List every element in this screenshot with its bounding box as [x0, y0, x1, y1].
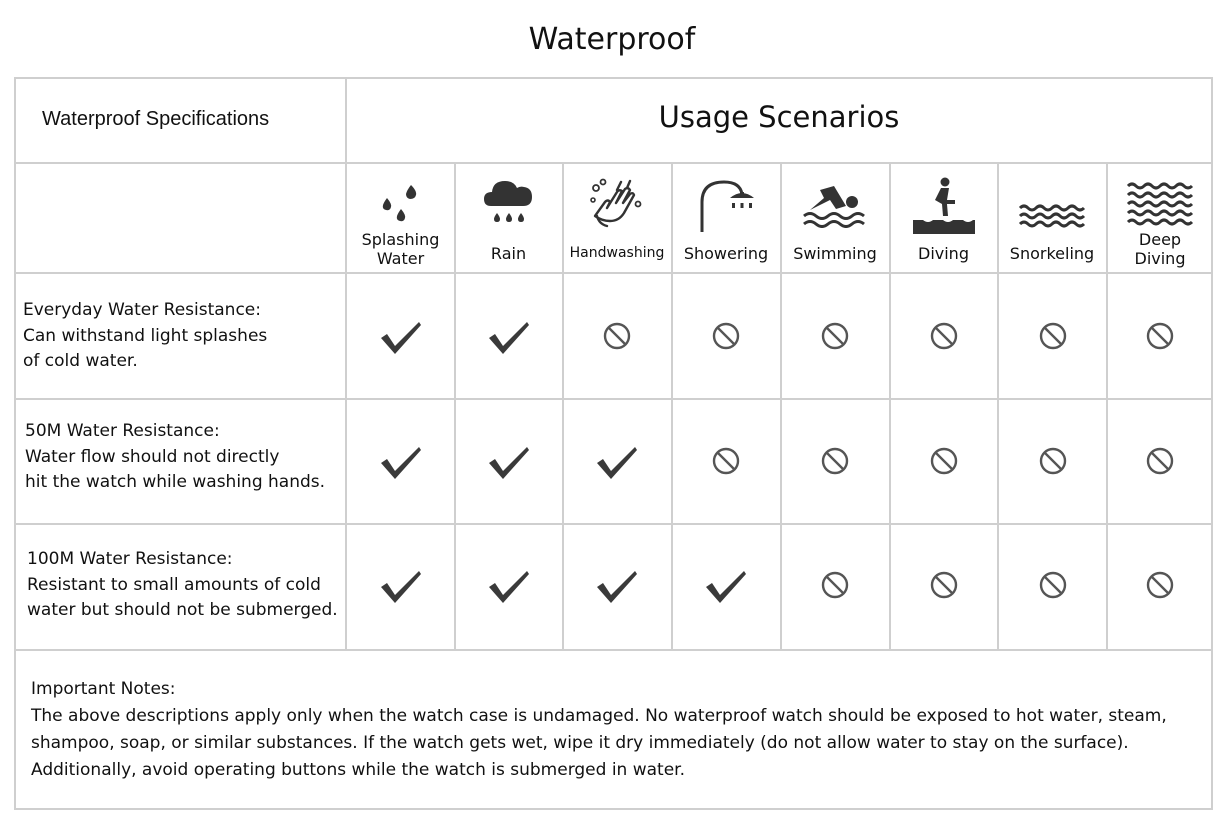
water-drops-icon — [371, 176, 431, 228]
prohibited-icon — [1029, 443, 1077, 483]
prohibited-icon — [593, 318, 641, 358]
scenario-label: Snorkeling — [1009, 244, 1095, 263]
prohibited-icon — [1136, 567, 1184, 607]
scenario-label: Deep Diving — [1134, 230, 1186, 268]
swimmer-icon — [802, 176, 868, 228]
scenario-handwashing — [563, 168, 671, 272]
divider — [14, 649, 1213, 651]
prohibited-icon — [702, 318, 750, 358]
notes-line: Additionally, avoid operating buttons while the watch is submerged in water. — [31, 760, 686, 780]
deep-waves-icon — [1126, 176, 1194, 228]
row-description-50m: 50M Water Resistance: Water flow should not directly hit the watch while washing hands. — [25, 421, 326, 492]
check-icon — [377, 567, 425, 607]
scenario-label: Splashing Water — [361, 230, 440, 268]
scenario-showering — [672, 168, 780, 272]
prohibited-icon — [1029, 318, 1077, 358]
scenario-label: Showering — [683, 244, 769, 263]
spec-header: Waterproof Specifications — [42, 108, 270, 130]
prohibited-icon — [1136, 443, 1184, 483]
scenario-deep-diving — [1107, 168, 1213, 272]
scenario-splashing-water — [347, 168, 454, 272]
scenario-swimming — [781, 168, 889, 272]
prohibited-icon — [1136, 318, 1184, 358]
scenario-label: Diving — [918, 244, 969, 263]
prohibited-icon — [1029, 567, 1077, 607]
divider — [345, 77, 347, 650]
divider — [14, 398, 1213, 400]
shower-icon — [696, 176, 756, 234]
check-icon — [377, 443, 425, 483]
prohibited-icon — [702, 443, 750, 483]
handwashing-icon — [587, 176, 647, 232]
scenario-snorkeling — [998, 168, 1106, 272]
scenario-label: Handwashing — [569, 245, 665, 261]
prohibited-icon — [920, 443, 968, 483]
prohibited-icon — [920, 567, 968, 607]
check-icon — [593, 443, 641, 483]
notes-heading: Important Notes: — [31, 679, 176, 699]
prohibited-icon — [811, 567, 859, 607]
scenario-diving — [890, 168, 997, 272]
scenario-rain — [455, 168, 562, 272]
page-title: Waterproof — [528, 22, 696, 57]
divider — [14, 523, 1213, 525]
notes-line: The above descriptions apply only when the watch case is undamaged. No waterproof watch should be exposed to hot water, steam, — [31, 706, 1167, 726]
row-description-everyday: Everyday Water Resistance: Can withstand light splashes of cold water. — [23, 300, 268, 371]
prohibited-icon — [920, 318, 968, 358]
waves-icon — [1018, 176, 1086, 230]
row-description-100m: 100M Water Resistance: Resistant to small amounts of cold water but should not be submerged. — [27, 549, 338, 620]
check-icon — [702, 567, 750, 607]
divider — [14, 162, 1213, 164]
important-notes — [31, 676, 1206, 784]
prohibited-icon — [811, 443, 859, 483]
notes-line: shampoo, soap, or similar substances. If the watch gets wet, wipe it dry immediately (do not allow water to stay on the surface). — [31, 733, 1129, 753]
diver-icon — [911, 176, 977, 236]
scenario-label: Swimming — [793, 244, 877, 263]
check-icon — [593, 567, 641, 607]
usage-header: Usage Scenarios — [658, 100, 900, 134]
check-icon — [485, 443, 533, 483]
check-icon — [377, 318, 425, 358]
rain-cloud-icon — [481, 176, 537, 228]
check-icon — [485, 567, 533, 607]
scenario-label: Rain — [490, 244, 527, 263]
check-icon — [485, 318, 533, 358]
prohibited-icon — [811, 318, 859, 358]
divider — [14, 272, 1213, 274]
